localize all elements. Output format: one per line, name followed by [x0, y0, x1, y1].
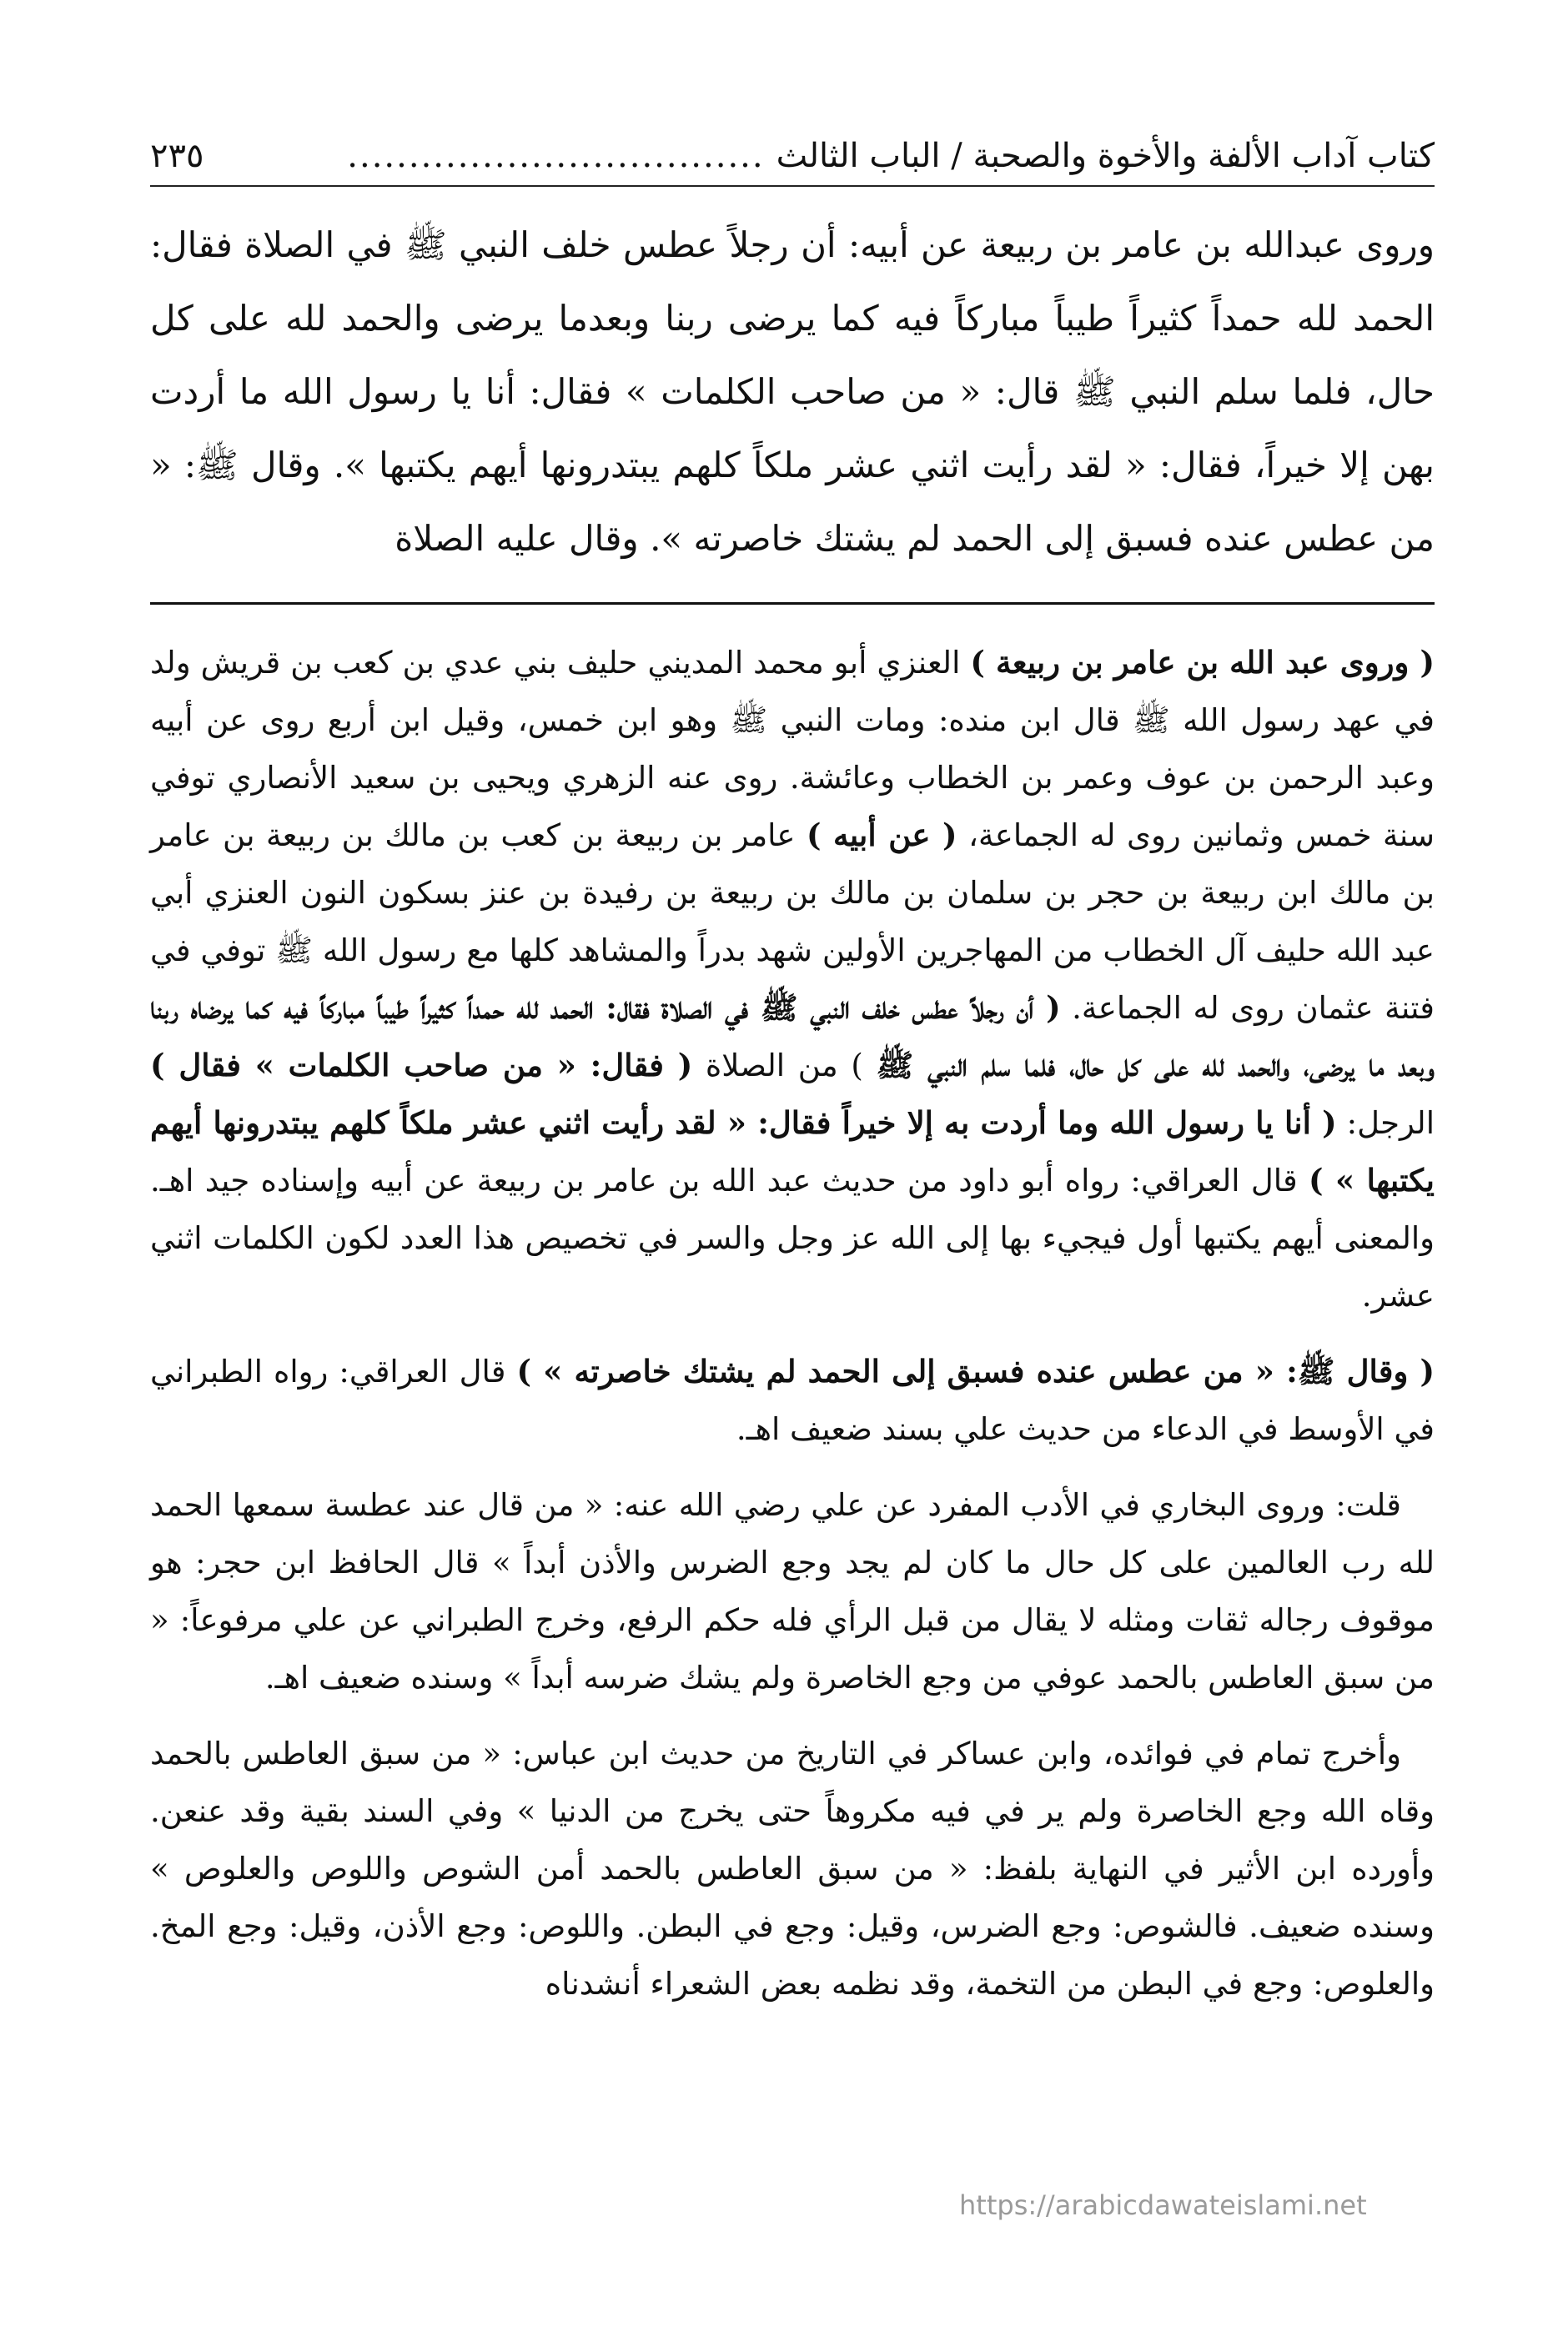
commentary-paragraph: [150, 1725, 1435, 2013]
commentary-text: عامر بن ربيعة بن كعب بن مالك بن ربيعة بن عامر بن مالك ابن ربيعة بن حجر بن سلمان بن مالك بن ربيعة بن رفيدة بن عنز بسكون النون العنزي أبي عبد الله حليف آل الخطاب من المهاجرين الأولين شهد بدراً والمشاهد كلها مع رسول الله ﷺ توفي في فتنة عثمان روى له الجماعة.: [150, 817, 1435, 1026]
running-title: كتاب آداب الألفة والأخوة والصحبة / الباب الثالث: [776, 137, 1435, 175]
quoted-matn-text: ( وقال ﷺ: « من عطس عنده فسبق إلى الحمد لم يشتك خاصرته » ): [516, 1353, 1435, 1390]
quoted-matn-text: ( عن أبيه ): [806, 817, 957, 853]
commentary-text: ) من الصلاة: [692, 1048, 877, 1083]
commentary-text: وأخرج تمام في فوائده، وابن عساكر في التاريخ من حديث ابن عباس: « من سبق العاطس بالحمد وقاه الله وجع الخاصرة ولم ير في فيه مكروهاً حتى يخرج من الدنيا » وفي السند بقية وقد عنعن. وأورده ابن الأثير في النهاية بلفظ: « من سبق العاطس بالحمد أمن الشوص واللوص والعلوص » وسنده ضعيف. فالشوص: وجع الضرس، وقيل: وجع في البطن. واللوص: وجع الأذن، وقيل: وجع المخ. والعلوص: وجع في البطن من التخمة، وقد نظمه بعض الشعراء أنشدناه: [150, 1736, 1435, 2002]
commentary-text: قال العراقي: رواه أبو داود من حديث عبد الله بن عامر بن ربيعة عن أبيه وإسناده جيد اهـ. والمعنى أيهم يكتبها أول فيجيء بها إلى الله عز وجل والسر في تخصيص هذا العدد لكون الكلمات اثني عشر.: [150, 1163, 1435, 1314]
commentary-block: [150, 634, 1435, 2031]
quoted-matn-text: ( فقال: « من صاحب الكلمات » فقال ): [150, 1047, 693, 1083]
page-number: ٢٣٥: [150, 137, 204, 175]
quoted-matn-text: ( أن رجلاً عطس خلف النبي ﷺ في الصلاة فقال: الحمد لله حمداً كثيراً طيباً مباركاً فيه كما يرضاه ربنا وبعد ما يرضى، والحمد لله على كل حال، فلما سلم النبي ﷺ: [150, 989, 1435, 1083]
main-paragraph: وروى عبدالله بن عامر بن ربيعة عن أبيه: أن رجلاً عطس خلف النبي ﷺ في الصلاة فقال: الحمد لله حمداً كثيراً طيباً مباركاً فيه كما يرضى ربنا وبعدما يرضى والحمد لله على كل حال، فلما سلم النبي ﷺ قال: « من صاحب الكلمات » فقال: أنا يا رسول الله ما أردت بهن إلا خيراً، فقال: « لقد رأيت اثني عشر ملكاً كلهم يبتدرونها أيهم يكتبها ». وقال ﷺ: « من عطس عنده فسبق إلى الحمد لم يشتك خاصرته ». وقال عليه الصلاة: [150, 224, 1435, 559]
quoted-matn-text: ( أنا يا رسول الله وما أردت به إلا خيراً فقال: « لقد رأيت اثني عشر ملكاً كلهم يبتدرونها أيهم يكتبها » ): [150, 1104, 1435, 1199]
header-rule: [150, 185, 1435, 187]
main-text-block: [150, 209, 1435, 575]
quoted-matn-text: ( وروى عبد الله بن عامر بن ربيعة ): [970, 644, 1435, 681]
commentary-paragraph: [150, 1343, 1435, 1458]
commentary-text: قال العراقي: رواه الطبراني في الأوسط في الدعاء من حديث علي بسند ضعيف اهـ.: [150, 1354, 1435, 1447]
footnote-separator: [150, 602, 1435, 605]
page-header: [150, 117, 1435, 175]
watermark-url: https://arabicdawateislami.net: [959, 2189, 1367, 2221]
commentary-text: العنزي أبو محمد المديني حليف بني عدي بن كعب بن قريش ولد في عهد رسول الله ﷺ قال ابن منده: ومات النبي ﷺ وهو ابن خمس، وقيل ابن أربع روى عن أبيه وعبد الرحمن بن عوف وعمر بن الخطاب وعائشة. روى عنه الزهري ويحيى بن سعيد الأنصاري توفي سنة خمس وثمانين روى له الجماعة،: [150, 645, 1435, 853]
commentary-paragraph: [150, 634, 1435, 1324]
book-page: [150, 0, 1435, 2332]
header-dot-leader: ..................................: [347, 137, 765, 175]
commentary-text: قلت: وروى البخاري في الأدب المفرد عن علي رضي الله عنه: « من قال عند عطسة سمعها الحمد لله رب العالمين على كل حال ما كان لم يجد وجع الضرس والأذن أبداً » قال الحافظ ابن حجر: هو موقوف رجاله ثقات ومثله لا يقال من قبل الرأي فله حكم الرفع، وخرج الطبراني عن علي مرفوعاً: « من سبق العاطس بالحمد عوفي من وجع الخاصرة ولم يشك ضرسه أبداً » وسنده ضعيف اهـ.: [150, 1487, 1435, 1696]
commentary-paragraph: [150, 1476, 1435, 1706]
commentary-text: الرجل:: [1336, 1105, 1435, 1141]
